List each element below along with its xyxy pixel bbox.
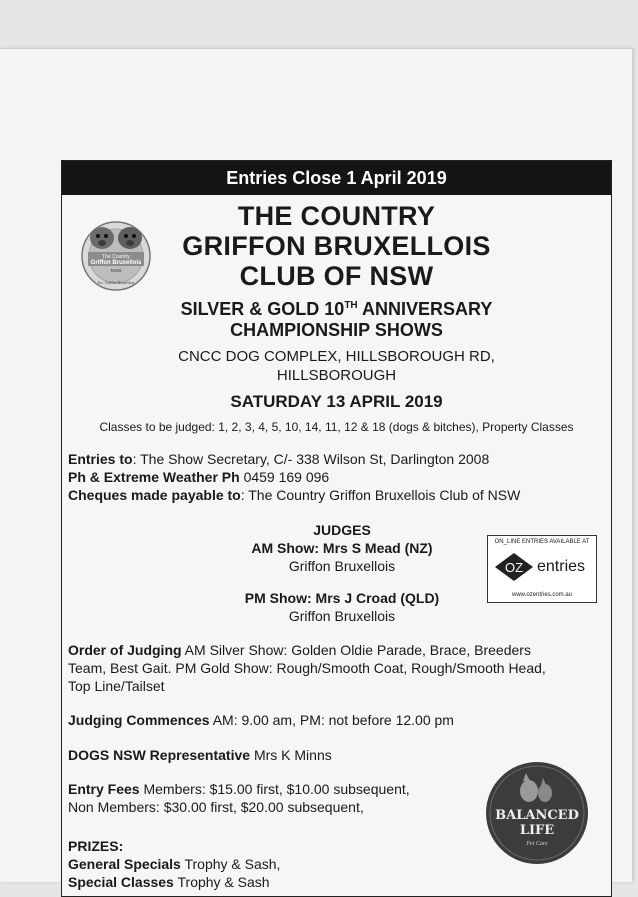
pm-show-judge: PM Show: Mrs J Croad (QLD) [244,590,440,606]
phone-label: Ph & Extreme Weather Ph [68,469,240,485]
order-line-2: Team, Best Gait. PM Gold Show: Rough/Smooth Coat, Rough/Smooth Head, [68,660,546,676]
balanced-life-logo-icon [485,761,589,865]
am-show-judge: AM Show: Mrs S Mead (NZ) [251,540,433,556]
order-line-1 [68,641,608,659]
venue-line-2: HILLSBOROUGH [276,367,397,384]
judging-commences [68,711,608,729]
special-classes [68,873,488,891]
show-title-sup: TH [344,300,358,311]
entry-fees [68,780,488,816]
judges-block [212,521,472,625]
show-title-line-1 [62,295,611,320]
entries-label: Entries to [68,451,133,467]
representative-value: Mrs K Minns [250,747,332,763]
fees-non-members: Non Members: $30.00 first, $20.00 subsequent, [68,799,364,815]
commences-value: AM: 9.00 am, PM: not before 12.00 pm [209,712,454,728]
phone-value: 0459 169 096 [239,469,330,485]
general-specials-label: General Specials [68,856,181,872]
oz-diamond-icon [494,552,534,582]
special-classes-value: Trophy & Sash [173,874,270,890]
order-text-1: AM Silver Show: Golden Oldie Parade, Brace, Breeders [181,642,531,658]
contact-info [68,450,608,504]
ozentries-mark [494,552,594,582]
fees-line-1 [68,780,488,798]
show-title-line-2: CHAMPIONSHIP SHOWS [230,320,443,340]
club-name-line-3: CLUB OF NSW [239,261,434,291]
oz-text: OZ [504,560,524,575]
logo-text-main: Griffon Bruxellois [90,260,142,266]
order-of-judging [68,641,608,695]
ozentries-logo [487,535,597,603]
prizes [68,837,488,891]
entries-close-banner: Entries Close 1 April 2019 [62,161,611,195]
life-text: LIFE [519,823,555,838]
classes-judged: Classes to be judged: 1, 2, 3, 4, 5, 10, 14, 11, 12 & 18 (dogs & bitches), Property Classes [99,420,574,434]
fees-label: Entry Fees [68,781,140,797]
logo-text-bottom: NSW [110,268,122,273]
show-title [62,295,611,341]
club-name-line-1: THE COUNTRY [237,201,436,231]
logo-text-top: The Country [102,254,130,260]
am-show-breed: Griffon Bruxellois [288,558,396,574]
prizes-heading: PRIZES: [68,838,124,854]
order-line-3: Top Line/Tailset [68,678,165,694]
pm-show-breed: Griffon Bruxellois [288,608,396,624]
fees-members: Members: $15.00 first, $10.00 subsequent, [139,781,410,797]
entries-to [68,450,608,468]
ozentries-url: www.ozentries.com.au [511,592,573,598]
logo-ring-text: Est. Griffon Bruxellois [97,280,135,285]
show-title-post: ANNIVERSARY [357,299,493,319]
cheques-label: Cheques made payable to [68,487,241,503]
venue [62,347,611,385]
order-label: Order of Judging [68,642,182,658]
phone [68,468,608,486]
balanced-life-tag: Pet Care [526,841,548,847]
ozentries-entries-text: entries [537,558,586,575]
club-name [62,201,611,291]
commences-label: Judging Commences [68,712,210,728]
general-specials-value: Trophy & Sash, [180,856,281,872]
representative-label: DOGS NSW Representative [68,747,251,763]
cheques [68,486,608,504]
club-name-line-2: GRIFFON BRUXELLOIS [182,231,491,261]
venue-line-1: CNCC DOG COMPLEX, HILLSBOROUGH RD, [178,348,495,365]
cheques-value: : The Country Griffon Bruxellois Club of NSW [240,487,521,503]
ozentries-top-text: ON_LINE ENTRIES AVAILABLE AT [494,539,590,545]
show-title-pre: SILVER & GOLD 10 [180,299,345,319]
show-advertisement [61,160,612,897]
general-specials [68,855,488,873]
balanced-text: BALANCED [495,808,579,823]
page-sheet [0,48,632,890]
entries-value: : The Show Secretary, C/- 338 Wilson St, Darlington 2008 [132,451,490,467]
judges-heading: JUDGES [313,522,371,538]
special-classes-label: Special Classes [68,874,174,890]
show-date: SATURDAY 13 APRIL 2019 [230,392,443,411]
